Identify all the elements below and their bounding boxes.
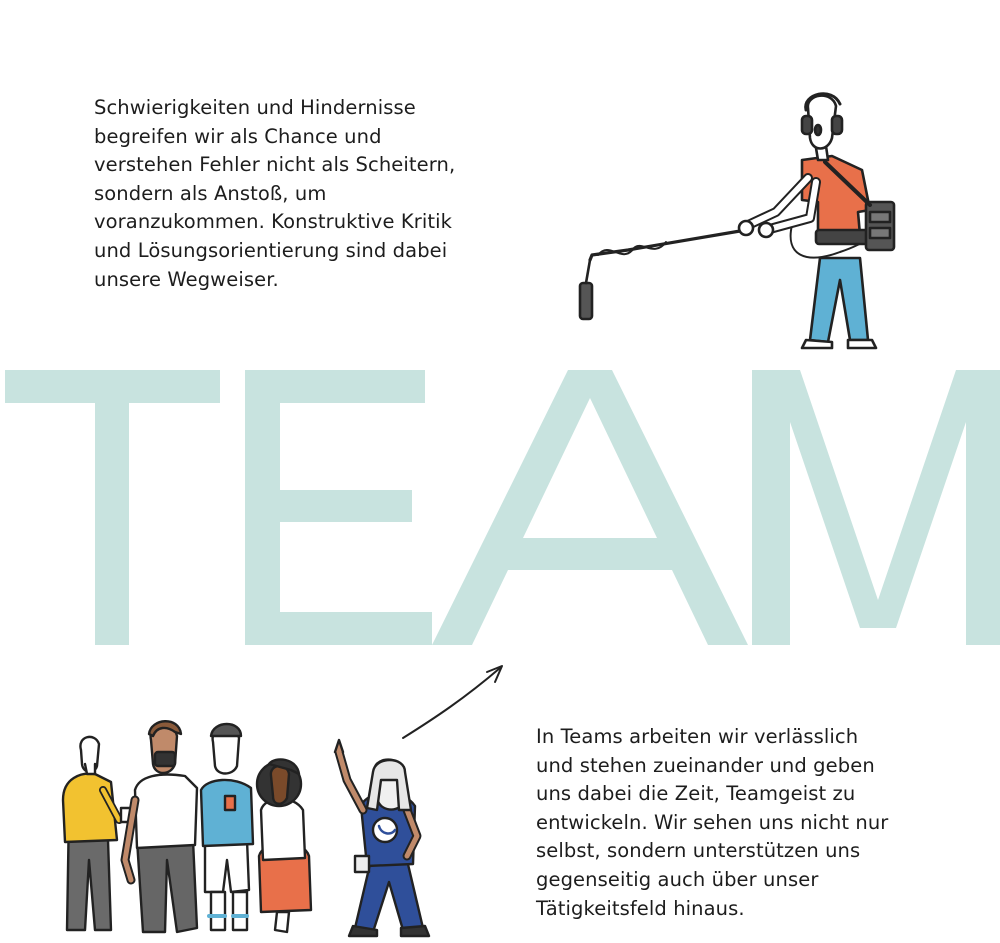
intro-line: voranzukommen. Konstruktive Kritik — [94, 210, 453, 234]
team-line: und stehen zueinander und geben — [536, 753, 875, 777]
intro-line: und Lösungsorientierung sind dabei — [94, 238, 448, 262]
team-line: Tätigkeitsfeld hinaus. — [536, 896, 745, 920]
team-line: gegenseitig auch über unser — [536, 867, 819, 891]
team-letter-a — [432, 370, 748, 645]
sound-engineer-illustration — [570, 90, 910, 352]
team-line: selbst, sondern unterstützen uns — [536, 839, 861, 863]
team-letter-m — [752, 370, 1000, 645]
intro-line: verstehen Fehler nicht als Scheitern, — [94, 153, 456, 177]
team-line: uns dabei die Zeit, Teamgeist zu — [536, 782, 856, 806]
intro-line: Schwierigkeiten und Hindernisse — [94, 96, 416, 119]
intro-line: begreifen wir als Chance und — [94, 124, 382, 148]
intro-line: sondern als Anstoß, um — [94, 181, 327, 205]
team-heading — [0, 370, 1000, 645]
team-letter-t — [5, 370, 220, 645]
intro-paragraph — [94, 94, 455, 294]
team-letter-e — [245, 370, 432, 645]
team-people-illustration — [55, 660, 525, 943]
team-paragraph — [536, 723, 888, 923]
team-line: entwickeln. Wir sehen uns nicht nur — [536, 810, 889, 834]
intro-line: unsere Wegweiser. — [94, 267, 279, 291]
team-line: In Teams arbeiten wir verlässlich — [536, 725, 859, 748]
